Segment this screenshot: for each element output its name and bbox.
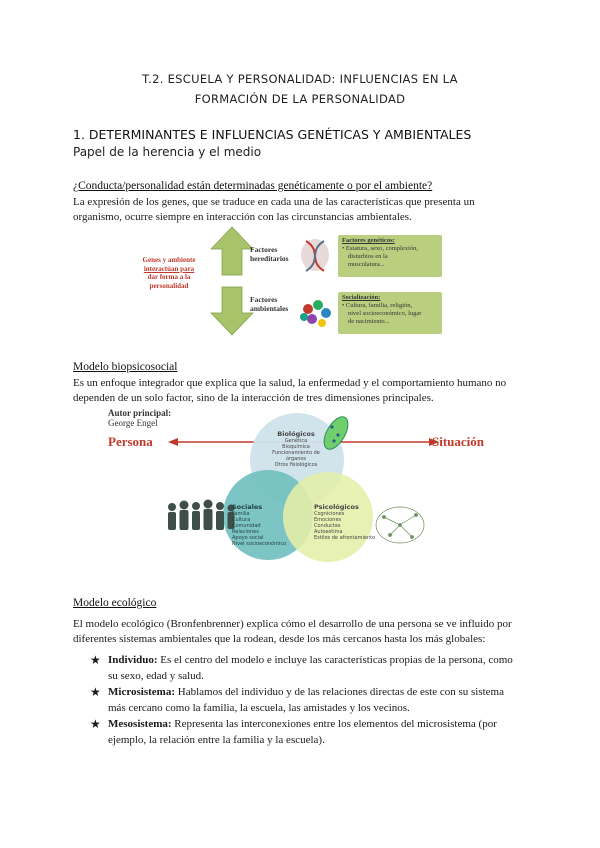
psychological-item: Estilos de afrontamiento [314, 535, 376, 541]
social-item: Apoyo social [232, 535, 264, 541]
list-item-term: Mesosistema: [108, 718, 172, 730]
biological-item: Funcionamiento de [272, 450, 320, 456]
biological-title: Biológicos [277, 430, 315, 438]
list-item-line: más cercano como la familia, la escuela, las amistades y los vecinos. [108, 701, 410, 714]
persona-label: Persona [108, 434, 153, 449]
biological-item: Bioquímica [282, 444, 310, 450]
section-1-heading: 1. DETERMINANTES E INFLUENCIAS GENÉTICAS Y AMBIENTALES [73, 127, 472, 142]
socialization-line: nivel socioeconómico, lugar [348, 310, 422, 317]
star-bullet-icon: ★ [90, 685, 101, 699]
hereditary-factors-line: hereditarios [250, 254, 289, 263]
dna-image [301, 239, 329, 271]
section-1-question: ¿Conducta/personalidad están determinadas genéticamente o por el ambiente? [73, 180, 433, 192]
hereditary-factors-label [250, 245, 289, 263]
list-item-line: Representa las interconexiones entre los elementos del microsistema (por [171, 718, 497, 730]
biological-item: Otros fisiológicos [274, 462, 318, 468]
ecological-list [90, 653, 530, 748]
interaction-note-line: Genes y ambiente [142, 256, 196, 264]
interaction-note-line: personalidad [149, 281, 189, 290]
social-text [232, 503, 294, 547]
environmental-factors-line: Factores [250, 295, 278, 304]
environmental-factors-label [250, 295, 288, 313]
genetic-factors-title: Factores genéticos: [342, 237, 395, 244]
page-title-line-2: FORMACIÓN DE LA PERSONALIDAD [194, 92, 406, 106]
section-1-paragraph-line-1: La expresión de los genes, que se traduce en cada una de las características que presenta un [73, 196, 475, 208]
socialization-title: Socialización: [342, 294, 381, 301]
list-item-line: Es el centro del modelo e incluye las características propias de la persona, como [157, 654, 513, 666]
section-2-heading: Modelo biopsicosocial [73, 361, 178, 373]
section-3-heading: Modelo ecológico [73, 597, 157, 609]
genetic-factors-line: musculatura... [348, 261, 385, 268]
social-item: Cultura [232, 517, 251, 523]
list-item [90, 685, 530, 716]
environment-spheres-image [300, 300, 331, 327]
interaction-note-line: interactúan para [143, 264, 195, 273]
psychological-item: Cogniciones [314, 511, 345, 517]
star-bullet-icon: ★ [90, 717, 101, 731]
environmental-factors-line: ambientales [250, 304, 289, 313]
left-arrowhead [168, 438, 178, 446]
socialization-box [338, 292, 442, 334]
list-item-line: Hablamos del individuo y de las relaciones directas de este con su sistema [175, 686, 504, 698]
socialization-line: • Cultura, familia, religión, [342, 302, 413, 309]
author-name: George Engel [108, 418, 158, 428]
section-2-paragraph-line-2: dependen de un solo factor, sino de la interacción de tres dimensiones principales. [73, 392, 434, 404]
interaction-note-line: dar forma a la [147, 273, 191, 281]
biological-text [260, 430, 332, 468]
social-title: Sociales [232, 503, 263, 511]
situacion-label: Situación [432, 434, 485, 449]
hereditary-factors-line: Factores [250, 245, 278, 254]
psychological-item: Emociones [314, 517, 342, 523]
genetic-factors-line: • Estatura, sexo, complexión, [342, 245, 418, 252]
list-item-term: Microsistema: [108, 686, 175, 698]
psychological-item: Conductas [314, 523, 341, 529]
list-item-line: ejemplo, la relación entre la familia y la escuela). [108, 733, 325, 746]
genetic-factors-line: disturbios en la [348, 253, 388, 260]
up-arrow [211, 227, 253, 275]
list-item [90, 653, 530, 684]
section-1-subheading: Papel de la herencia y el medio [73, 145, 262, 159]
psychological-text [314, 503, 378, 541]
page-title-line-1: T.2. ESCUELA Y PERSONALIDAD: INFLUENCIAS EN LA [142, 72, 458, 86]
author-label: Autor principal: [108, 408, 172, 418]
list-item-text [108, 653, 513, 684]
section-1-paragraph-line-2: organismo, ocurre siempre en interacción con las circunstancias ambientales. [73, 211, 412, 223]
section-3-paragraph-line-1: El modelo ecológico (Bronfenbrenner) explica cómo el desarrollo de una persona se ve influido por [73, 618, 512, 630]
psychological-item: Autoestima [314, 529, 343, 535]
social-item: Familia [232, 511, 250, 517]
list-item-line: su sexo, edad y salud. [108, 669, 204, 682]
star-bullet-icon: ★ [90, 653, 101, 667]
list-item-text [108, 717, 497, 748]
psychological-title: Psicológicos [314, 503, 359, 511]
section-3-paragraph-line-2: diferentes sistemas ambientales que la rodean, desde los más cercanos hasta los más globales: [73, 633, 486, 645]
biological-item: órganos [285, 456, 307, 462]
biopsychosocial-diagram [100, 405, 510, 570]
heredity-environment-diagram [130, 225, 450, 340]
list-item-term: Individuo: [108, 654, 158, 666]
socialization-line: de nacimiento... [348, 318, 390, 325]
interaction-note [133, 256, 205, 290]
down-arrow [211, 287, 253, 335]
biological-item: Genética [284, 438, 308, 444]
social-item: Nivel socioeconómico [232, 541, 287, 547]
section-2-paragraph-line-1: Es un enfoque integrador que explica que la salud, la enfermedad y el comportamiento humano no [73, 377, 507, 389]
list-item-text [108, 685, 504, 716]
social-item: Relaciones [232, 529, 259, 535]
social-item: Comunidad [232, 523, 261, 529]
genetic-factors-box [338, 235, 442, 277]
list-item [90, 717, 530, 748]
brain-image [376, 507, 424, 543]
author-block [108, 408, 171, 428]
